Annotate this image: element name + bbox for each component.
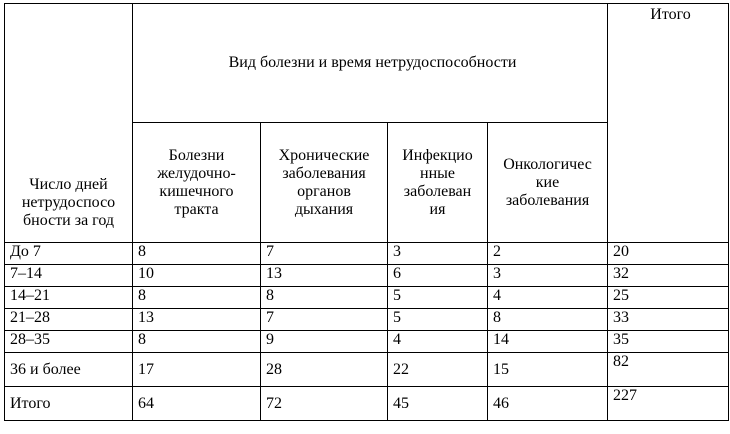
row-label: 14–21 — [5, 287, 133, 309]
cell-value: 14 — [488, 331, 608, 353]
table-row-total — [5, 387, 729, 421]
column-header-line: Инфекцио — [402, 146, 473, 164]
cell-total: 82 — [608, 353, 729, 387]
table-row — [5, 353, 729, 387]
column-header-line: кишечного — [159, 182, 234, 200]
disability-days-table — [4, 3, 729, 421]
column-header-line: Хронические — [278, 146, 370, 164]
row-label: 28–35 — [5, 331, 133, 353]
cell-total: 227 — [608, 387, 729, 421]
column-header-line: заболевания — [505, 191, 590, 209]
column-header-infectious — [388, 123, 488, 243]
row-header-line: нетрудоспосо — [21, 194, 116, 211]
cell-value: 10 — [133, 265, 261, 287]
cell-value: 46 — [488, 387, 608, 421]
cell-value: 5 — [388, 287, 488, 309]
cell-value: 6 — [388, 265, 488, 287]
cell-value: 9 — [261, 331, 388, 353]
row-label: 21–28 — [5, 309, 133, 331]
column-header-line: заболеван — [403, 182, 472, 200]
cell-value: 64 — [133, 387, 261, 421]
cell-total: 32 — [608, 265, 729, 287]
cell-value: 8 — [133, 287, 261, 309]
column-header-line: органов — [297, 182, 351, 200]
cell-value: 28 — [261, 353, 388, 387]
cell-value: 17 — [133, 353, 261, 387]
cell-total: 35 — [608, 331, 729, 353]
cell-value: 4 — [388, 331, 488, 353]
column-header-line: тракта — [174, 200, 219, 218]
cell-total: 20 — [608, 243, 729, 265]
cell-total: 33 — [608, 309, 729, 331]
column-header-line: кие — [535, 173, 560, 191]
cell-value: 2 — [488, 243, 608, 265]
column-header-line: нные — [420, 164, 455, 182]
cell-value: 5 — [388, 309, 488, 331]
column-header-oncology — [488, 123, 608, 243]
column-header-line: дыхания — [294, 200, 354, 218]
row-header-line: бности за год — [22, 212, 115, 229]
cell-value: 45 — [388, 387, 488, 421]
row-label: До 7 — [5, 243, 133, 265]
cell-total: 25 — [608, 287, 729, 309]
column-header-line: Болезни — [168, 146, 225, 164]
cell-value: 3 — [388, 243, 488, 265]
cell-value: 13 — [133, 309, 261, 331]
column-header-line: Онкологичес — [503, 155, 592, 173]
column-header-line: ия — [429, 200, 446, 218]
cell-value: 13 — [261, 265, 388, 287]
total-header: Итого — [608, 4, 729, 243]
row-label: Итого — [5, 387, 133, 421]
cell-value: 8 — [133, 331, 261, 353]
table-row — [5, 309, 729, 331]
column-header-line: заболевания — [282, 164, 366, 182]
cell-value: 4 — [488, 287, 608, 309]
table-row — [5, 287, 729, 309]
cell-value: 7 — [261, 243, 388, 265]
cell-value: 7 — [261, 309, 388, 331]
cell-value: 8 — [261, 287, 388, 309]
row-header-line: Число дней — [29, 176, 108, 193]
row-header-cell — [5, 4, 133, 243]
column-header-line: желудочно- — [157, 164, 236, 182]
cell-value: 8 — [488, 309, 608, 331]
column-header-chronic-respiratory — [261, 123, 388, 243]
row-label: 36 и более — [5, 353, 133, 387]
column-header-gi-diseases — [133, 123, 261, 243]
cell-value: 8 — [133, 243, 261, 265]
table-row — [5, 243, 729, 265]
cell-value: 3 — [488, 265, 608, 287]
cell-value: 15 — [488, 353, 608, 387]
row-label: 7–14 — [5, 265, 133, 287]
cell-value: 72 — [261, 387, 388, 421]
table-row — [5, 265, 729, 287]
group-header: Вид болезни и время нетрудоспособности — [133, 4, 608, 123]
cell-value: 22 — [388, 353, 488, 387]
table-row — [5, 331, 729, 353]
